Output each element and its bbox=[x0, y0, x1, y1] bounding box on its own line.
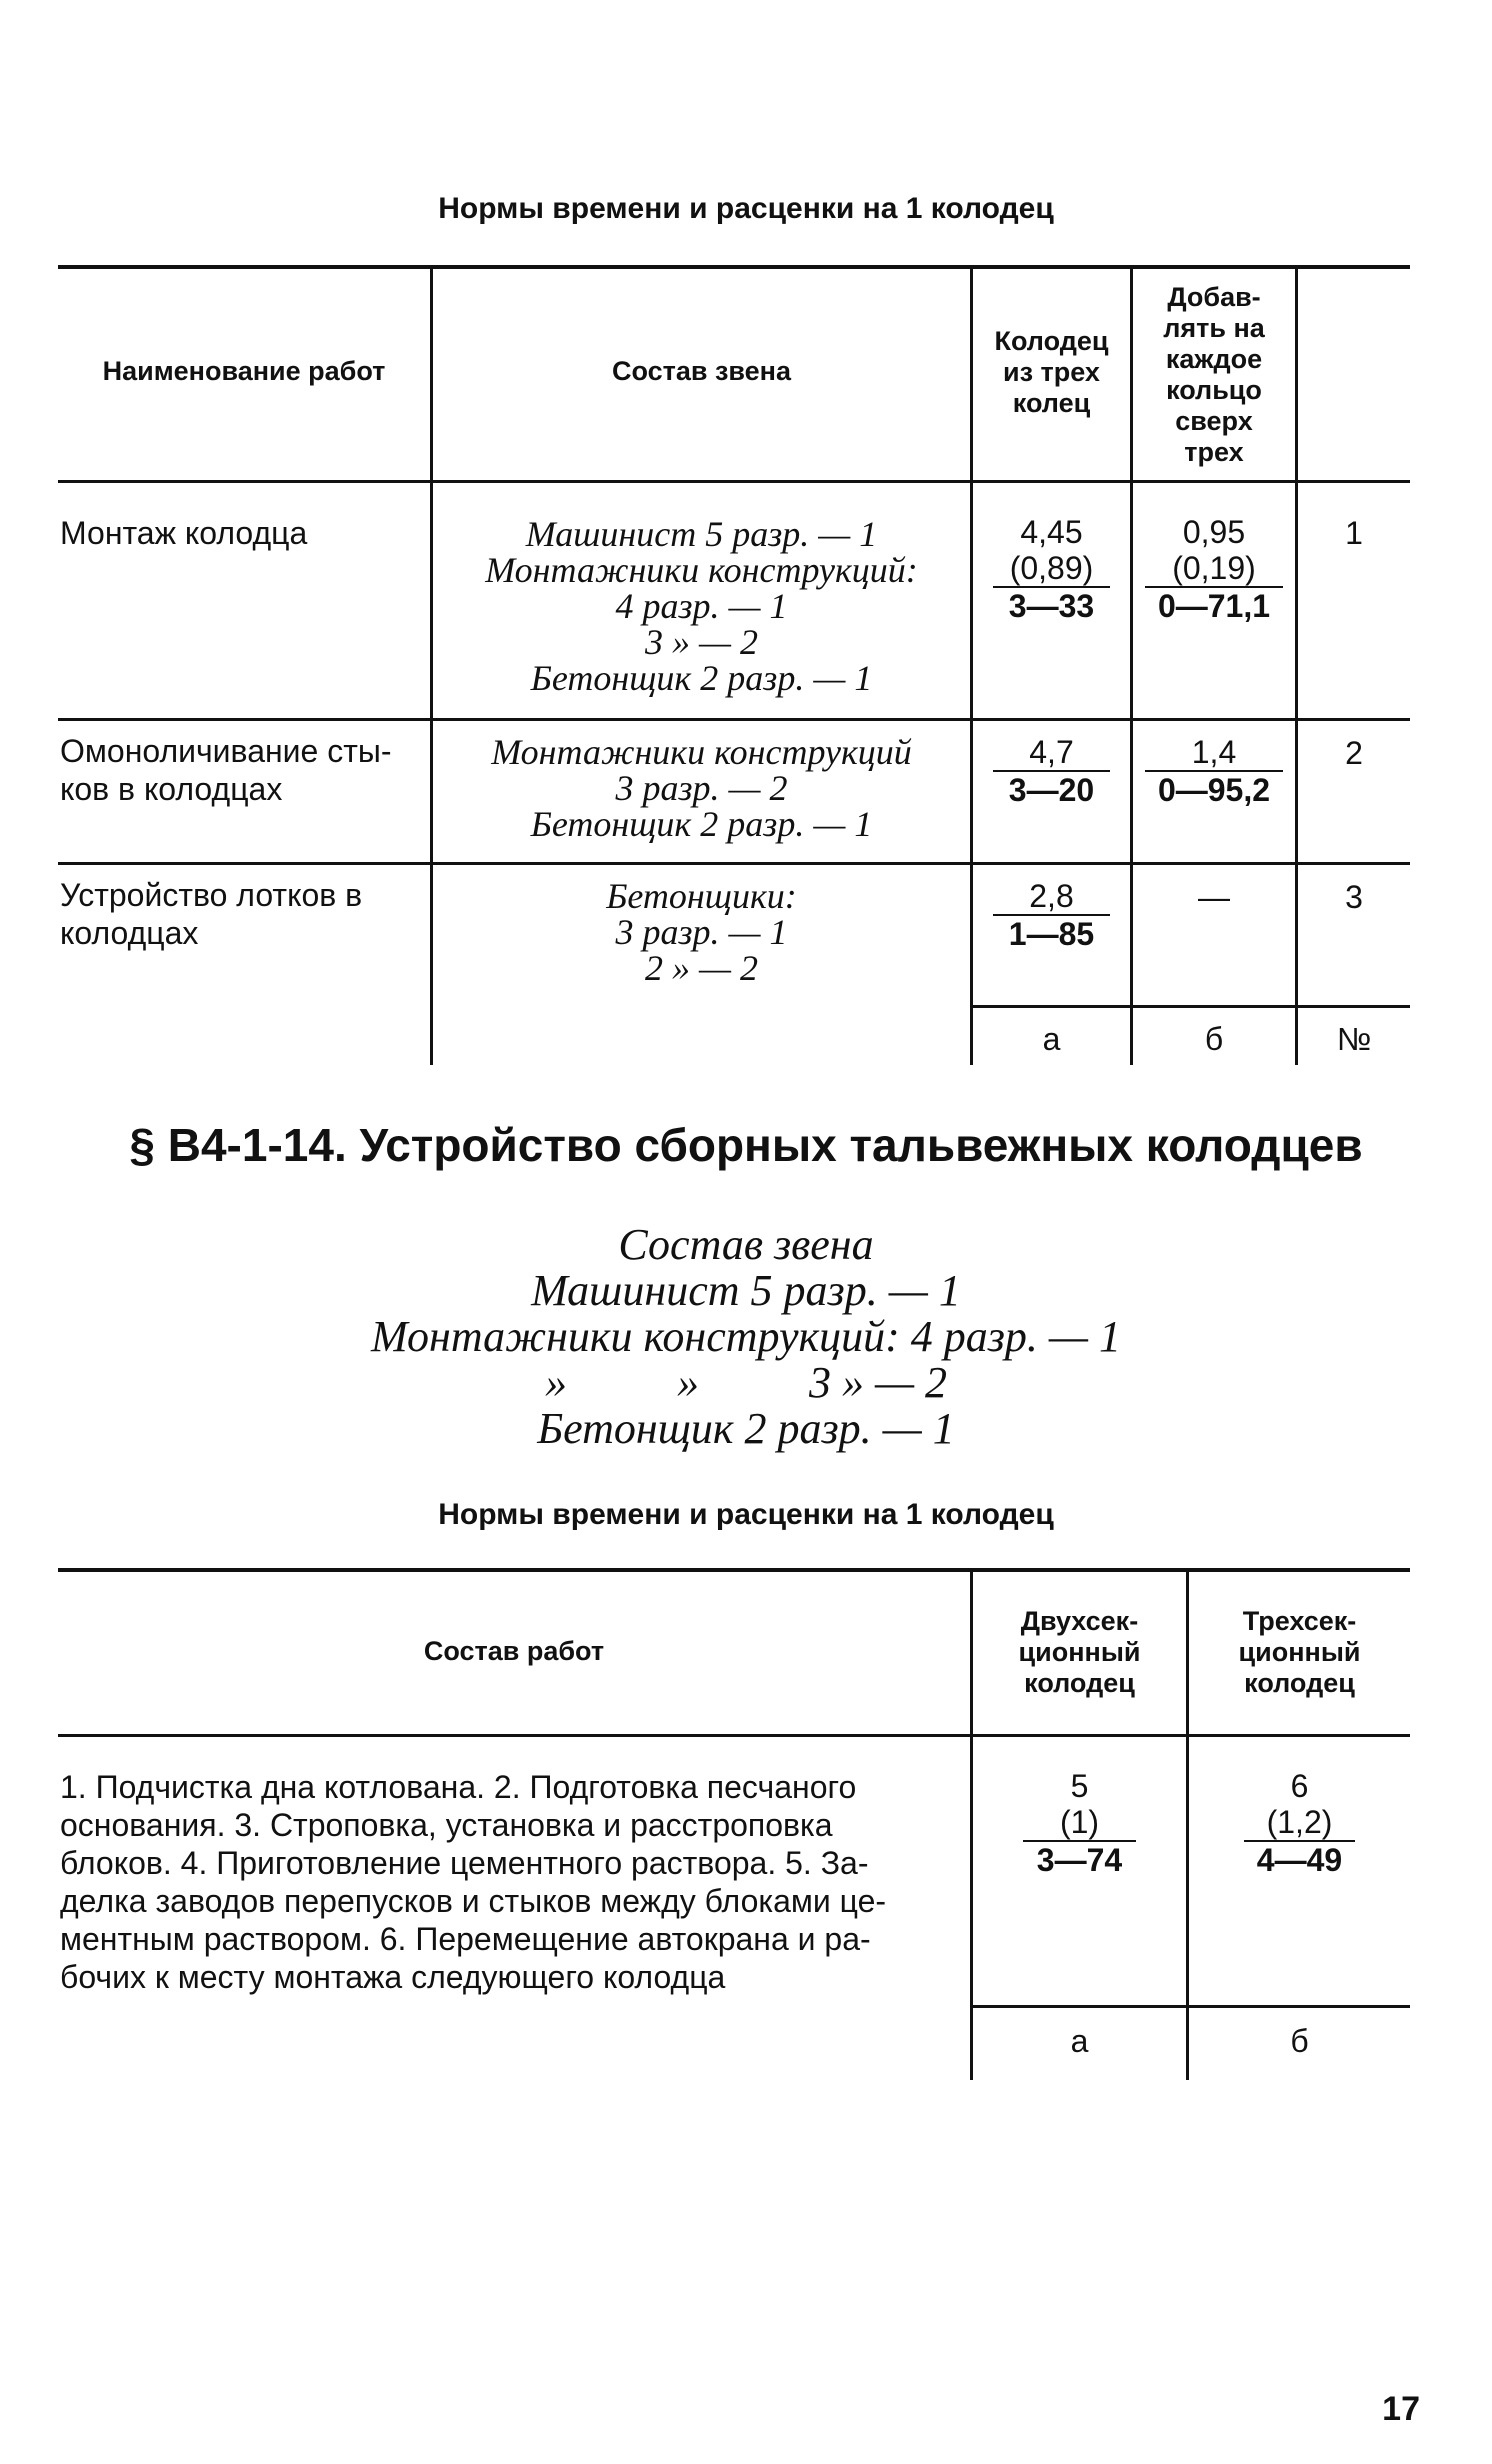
table1-row2-a: 4,7 3—20 bbox=[973, 734, 1130, 808]
table1-footer-a: а bbox=[1042, 1021, 1061, 1057]
crew-line: Монтажники конструкций: 4 разр. — 1 bbox=[370, 1312, 1122, 1361]
crew-block bbox=[0, 1222, 1492, 1452]
table1-row3-b: — bbox=[1198, 879, 1230, 915]
table1-caption: Нормы времени и расценки на 1 колодец bbox=[438, 192, 1054, 225]
table1-footer-number: № bbox=[1336, 1021, 1372, 1057]
crew-line: » » 3 » — 2 bbox=[544, 1358, 948, 1407]
page-number: 17 bbox=[1382, 2390, 1420, 2428]
table2-caption: Нормы времени и расценки на 1 колодец bbox=[438, 1498, 1054, 1531]
table2-header-three: Трехсек- ционный колодец bbox=[1238, 1606, 1361, 1698]
table1-row2-name: Омоноличивание сты- ков в колодцах bbox=[60, 733, 392, 807]
table1-top-rule bbox=[58, 265, 1410, 269]
table1-row2-b: 1,4 0—95,2 bbox=[1133, 734, 1295, 808]
table1-header-well3: Колодец из трех колец bbox=[994, 326, 1109, 418]
table1-header-name: Наименование работ bbox=[102, 356, 386, 386]
crew-line: Бетонщик 2 разр. — 1 bbox=[537, 1404, 955, 1453]
table2-header-rule bbox=[58, 1734, 1410, 1737]
table1-row1-crew: Машинист 5 разр. — 1 Монтажники конструкций: 4 разр. — 1 3 » — 2 Бетонщик 2 разр. — 1 bbox=[485, 514, 918, 698]
table1-row2-rule bbox=[58, 862, 1410, 865]
table2-header-work: Состав работ bbox=[423, 1636, 605, 1666]
table1-row3-name: Устройство лотков в колодцах bbox=[60, 877, 363, 951]
table1-row3-number: 3 bbox=[1345, 879, 1363, 915]
table2-footer-rule bbox=[970, 2005, 1410, 2008]
table1-row1-number: 1 bbox=[1345, 515, 1363, 551]
table2-work-text: 1. Подчистка дна котлована. 2. Подготовка песчаного основания. 3. Строповка, установка и расстроповка блоков. 4. Приготовление цементного раствора. 5. За- делка заводов перепусков и стыков между блоками це- ментным раствором. 6. Перемещение автокрана и ра- бочих к месту монтажа следующего колодца bbox=[60, 1769, 887, 1995]
table1-row1-b: 0,95 (0,19) 0—71,1 bbox=[1133, 514, 1295, 624]
table1-row2-crew: Монтажники конструкций 3 разр. — 2 Бетонщик 2 разр. — 1 bbox=[491, 732, 912, 844]
table1-row1-a: 4,45 (0,89) 3—33 bbox=[973, 514, 1130, 624]
table1-row3-a: 2,8 1—85 bbox=[973, 878, 1130, 952]
table1-row1-name: Монтаж колодца bbox=[60, 515, 308, 551]
table1-col-divider bbox=[1295, 265, 1298, 1065]
section-heading: § В4-1-14. Устройство сборных тальвежных колодцев bbox=[129, 1119, 1363, 1171]
table1-row2-number: 2 bbox=[1345, 735, 1363, 771]
table1-row3-crew: Бетонщики: 3 разр. — 1 2 » — 2 bbox=[606, 876, 797, 988]
table1-row1-rule bbox=[58, 718, 1410, 721]
crew-title: Состав звена bbox=[618, 1220, 874, 1269]
table2-footer-a: а bbox=[1070, 2023, 1089, 2059]
table1-header-rule bbox=[58, 480, 1410, 483]
table2-footer-b: б bbox=[1290, 2023, 1309, 2059]
table2-header-two: Двухсек- ционный колодец bbox=[1018, 1606, 1141, 1698]
table1-header-crew: Состав звена bbox=[612, 356, 791, 386]
table2-top-rule bbox=[58, 1568, 1410, 1572]
crew-line: Машинист 5 разр. — 1 bbox=[531, 1266, 961, 1315]
table1-header-add: Добав- лять на каждое кольцо сверх трех bbox=[1163, 282, 1265, 467]
table2-three-values: 6 (1,2) 4—49 bbox=[1189, 1768, 1410, 1878]
table1-footer-b: б bbox=[1204, 1021, 1224, 1057]
table1-footer-rule bbox=[970, 1005, 1410, 1008]
table2-two-values: 5 (1) 3—74 bbox=[973, 1768, 1186, 1878]
